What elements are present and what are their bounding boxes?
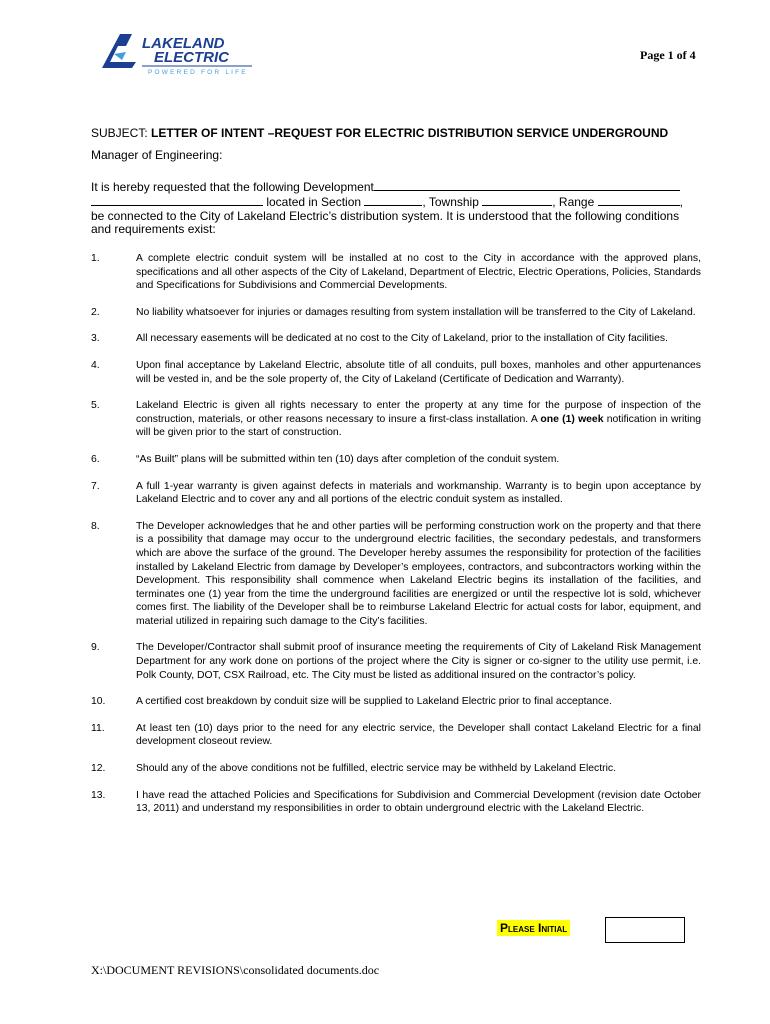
condition-text: Lakeland Electric is given all rights necessary to enter the property at any time for the purpose of inspection of the construction, materials, or other reasons necessary to insure a first-class installation. A — [136, 400, 701, 425]
development-name-field-cont[interactable] — [91, 194, 263, 206]
condition-number: 3. — [91, 333, 100, 345]
intro-part2: located in Section — [266, 195, 362, 210]
condition-item — [91, 762, 701, 776]
condition-number: 7. — [91, 480, 100, 492]
condition-number: 2. — [91, 306, 100, 318]
page-number: Page 1 of 4 — [640, 48, 696, 62]
condition-text: A full 1-year warranty is given against defects in materials and workmanship. Warranty is to begin upon acceptance by Lakeland Electric and to cover any and all portions of the electric conduit system as installed. — [136, 480, 701, 506]
condition-number: 8. — [91, 520, 100, 532]
condition-text: Should any of the above conditions not be fulfilled, electric service may be withheld by Lakeland Electric. — [136, 763, 616, 775]
condition-text: A complete electric conduit system will be installed at no cost to the City in accordance with the approved plans, specifications and all other aspects of the City of Lakeland, Department of Electric, Electric Operations, Policies, Standards and Specifications for Subdivisions and Commercial Developments. — [136, 253, 701, 292]
subject-label: SUBJECT: — [91, 126, 148, 140]
condition-number: 6. — [91, 453, 100, 465]
condition-item — [91, 252, 701, 293]
condition-item — [91, 520, 701, 629]
condition-number: 4. — [91, 359, 100, 371]
condition-emphasis: one (1) week — [540, 413, 604, 425]
intro-part1: It is hereby requested that the following Development — [91, 180, 374, 194]
condition-item — [91, 399, 701, 440]
lakeland-electric-logo — [96, 30, 256, 76]
condition-number: 12. — [91, 763, 106, 775]
condition-number: 13. — [91, 789, 106, 801]
condition-item — [91, 332, 701, 346]
logo-bolt — [114, 52, 126, 60]
condition-item — [91, 480, 701, 507]
condition-text: The Developer acknowledges that he and other parties will be performing construction work on the property and that there is a possibility that damage may occur to the underground electric facilities, the secondary pedestals, and transformers which are above the surface of the ground. The Developer hereby assumes the responsibility for protection of the facilities installed by Lakeland Electric from damage by Developer’s employees, contractors, and subcontractors working within the Development. This responsibility shall commence when Lakeland Electric begins its installation of the facilities, and terminates one (1) year from the time the underground facilities are energized or until the respective lot is sold, whichever comes first. The liability of the Developer shall be to reimburse Lakeland Electric for actual costs for labor, equipment, and material utilized in repairing such damage to the City’s facilities. — [136, 520, 701, 627]
condition-item — [91, 359, 701, 386]
condition-text: Upon final acceptance by Lakeland Electric, absolute title of all conduits, pull boxes, manholes and other appurtenances will be vested in, and be the sole property of, the City of Lakeland (Certificate of Dedication and Warranty). — [136, 359, 701, 385]
condition-text: No liability whatsoever for injuries or damages resulting from system installation will be transferred to the City of Lakeland. — [136, 306, 696, 318]
logo-tagline: POWERED FOR LIFE — [148, 69, 248, 76]
please-initial-label: Please Initial — [497, 920, 570, 936]
condition-text: The Developer/Contractor shall submit proof of insurance meeting the requirements of City of Lakeland Risk Management Department for any work done on portions of the project where the City is signer or co-signer to the utility use permit, i.e. Polk County, DOT, CSX Railroad, etc. The City must be listed as additional insured on the contractor’s policy. — [136, 642, 701, 681]
condition-text: At least ten (10) days prior to the need for any electric service, the Developer shall contact Lakeland Electric for a final development closeout review. — [136, 722, 701, 748]
condition-text: “As Built” plans will be submitted within ten (10) days after completion of the conduit system. — [136, 453, 560, 465]
intro-part6: be connected to the City of Lakeland Electric’s distribution system. It is understood that the following conditions and requirements exist: — [91, 208, 680, 237]
intro-part3: , Township — [422, 195, 479, 210]
condition-number: 1. — [91, 253, 100, 264]
salutation: Manager of Engineering: — [91, 148, 223, 162]
condition-text-cont: notification in writing will be given prior to the start of construction. — [136, 413, 701, 439]
condition-number: 11. — [91, 722, 105, 734]
township-field[interactable] — [482, 194, 552, 206]
condition-item — [91, 722, 701, 749]
section-field[interactable] — [364, 194, 422, 206]
condition-item — [91, 306, 701, 320]
subject-text: LETTER OF INTENT –REQUEST FOR ELECTRIC DISTRIBUTION SERVICE UNDERGROUND — [151, 126, 669, 140]
intro-part4: , Range — [552, 195, 595, 210]
intro-paragraph — [91, 179, 701, 237]
condition-text: All necessary easements will be dedicated at no cost to the City of Lakeland, prior to the installation of City facilities. — [136, 333, 668, 345]
range-field[interactable] — [598, 194, 680, 206]
condition-number: 5. — [91, 400, 100, 412]
logo-line1: LAKELAND — [142, 35, 225, 52]
subject-line — [91, 126, 668, 140]
condition-number: 10. — [91, 696, 106, 708]
condition-item — [91, 789, 701, 816]
condition-item — [91, 695, 701, 709]
logo-l-shape — [102, 34, 136, 68]
conditions-list — [91, 252, 701, 829]
intro-part5: , — [679, 195, 683, 210]
logo-line2: ELECTRIC — [154, 49, 229, 66]
initial-input-box[interactable] — [605, 917, 685, 943]
development-name-field[interactable] — [374, 179, 680, 191]
condition-item — [91, 453, 701, 467]
condition-text: A certified cost breakdown by conduit size will be supplied to Lakeland Electric prior to final acceptance. — [136, 696, 612, 708]
document-path-footer: X:\DOCUMENT REVISIONS\consolidated documents.doc — [91, 963, 380, 977]
condition-number: 9. — [91, 642, 100, 654]
condition-text: I have read the attached Policies and Specifications for Subdivision and Commercial Development (revision date October 13, 2011) and understand my responsibilities in order to obtain underground electric with the Lakeland Electric. — [136, 789, 701, 815]
condition-item — [91, 641, 701, 682]
